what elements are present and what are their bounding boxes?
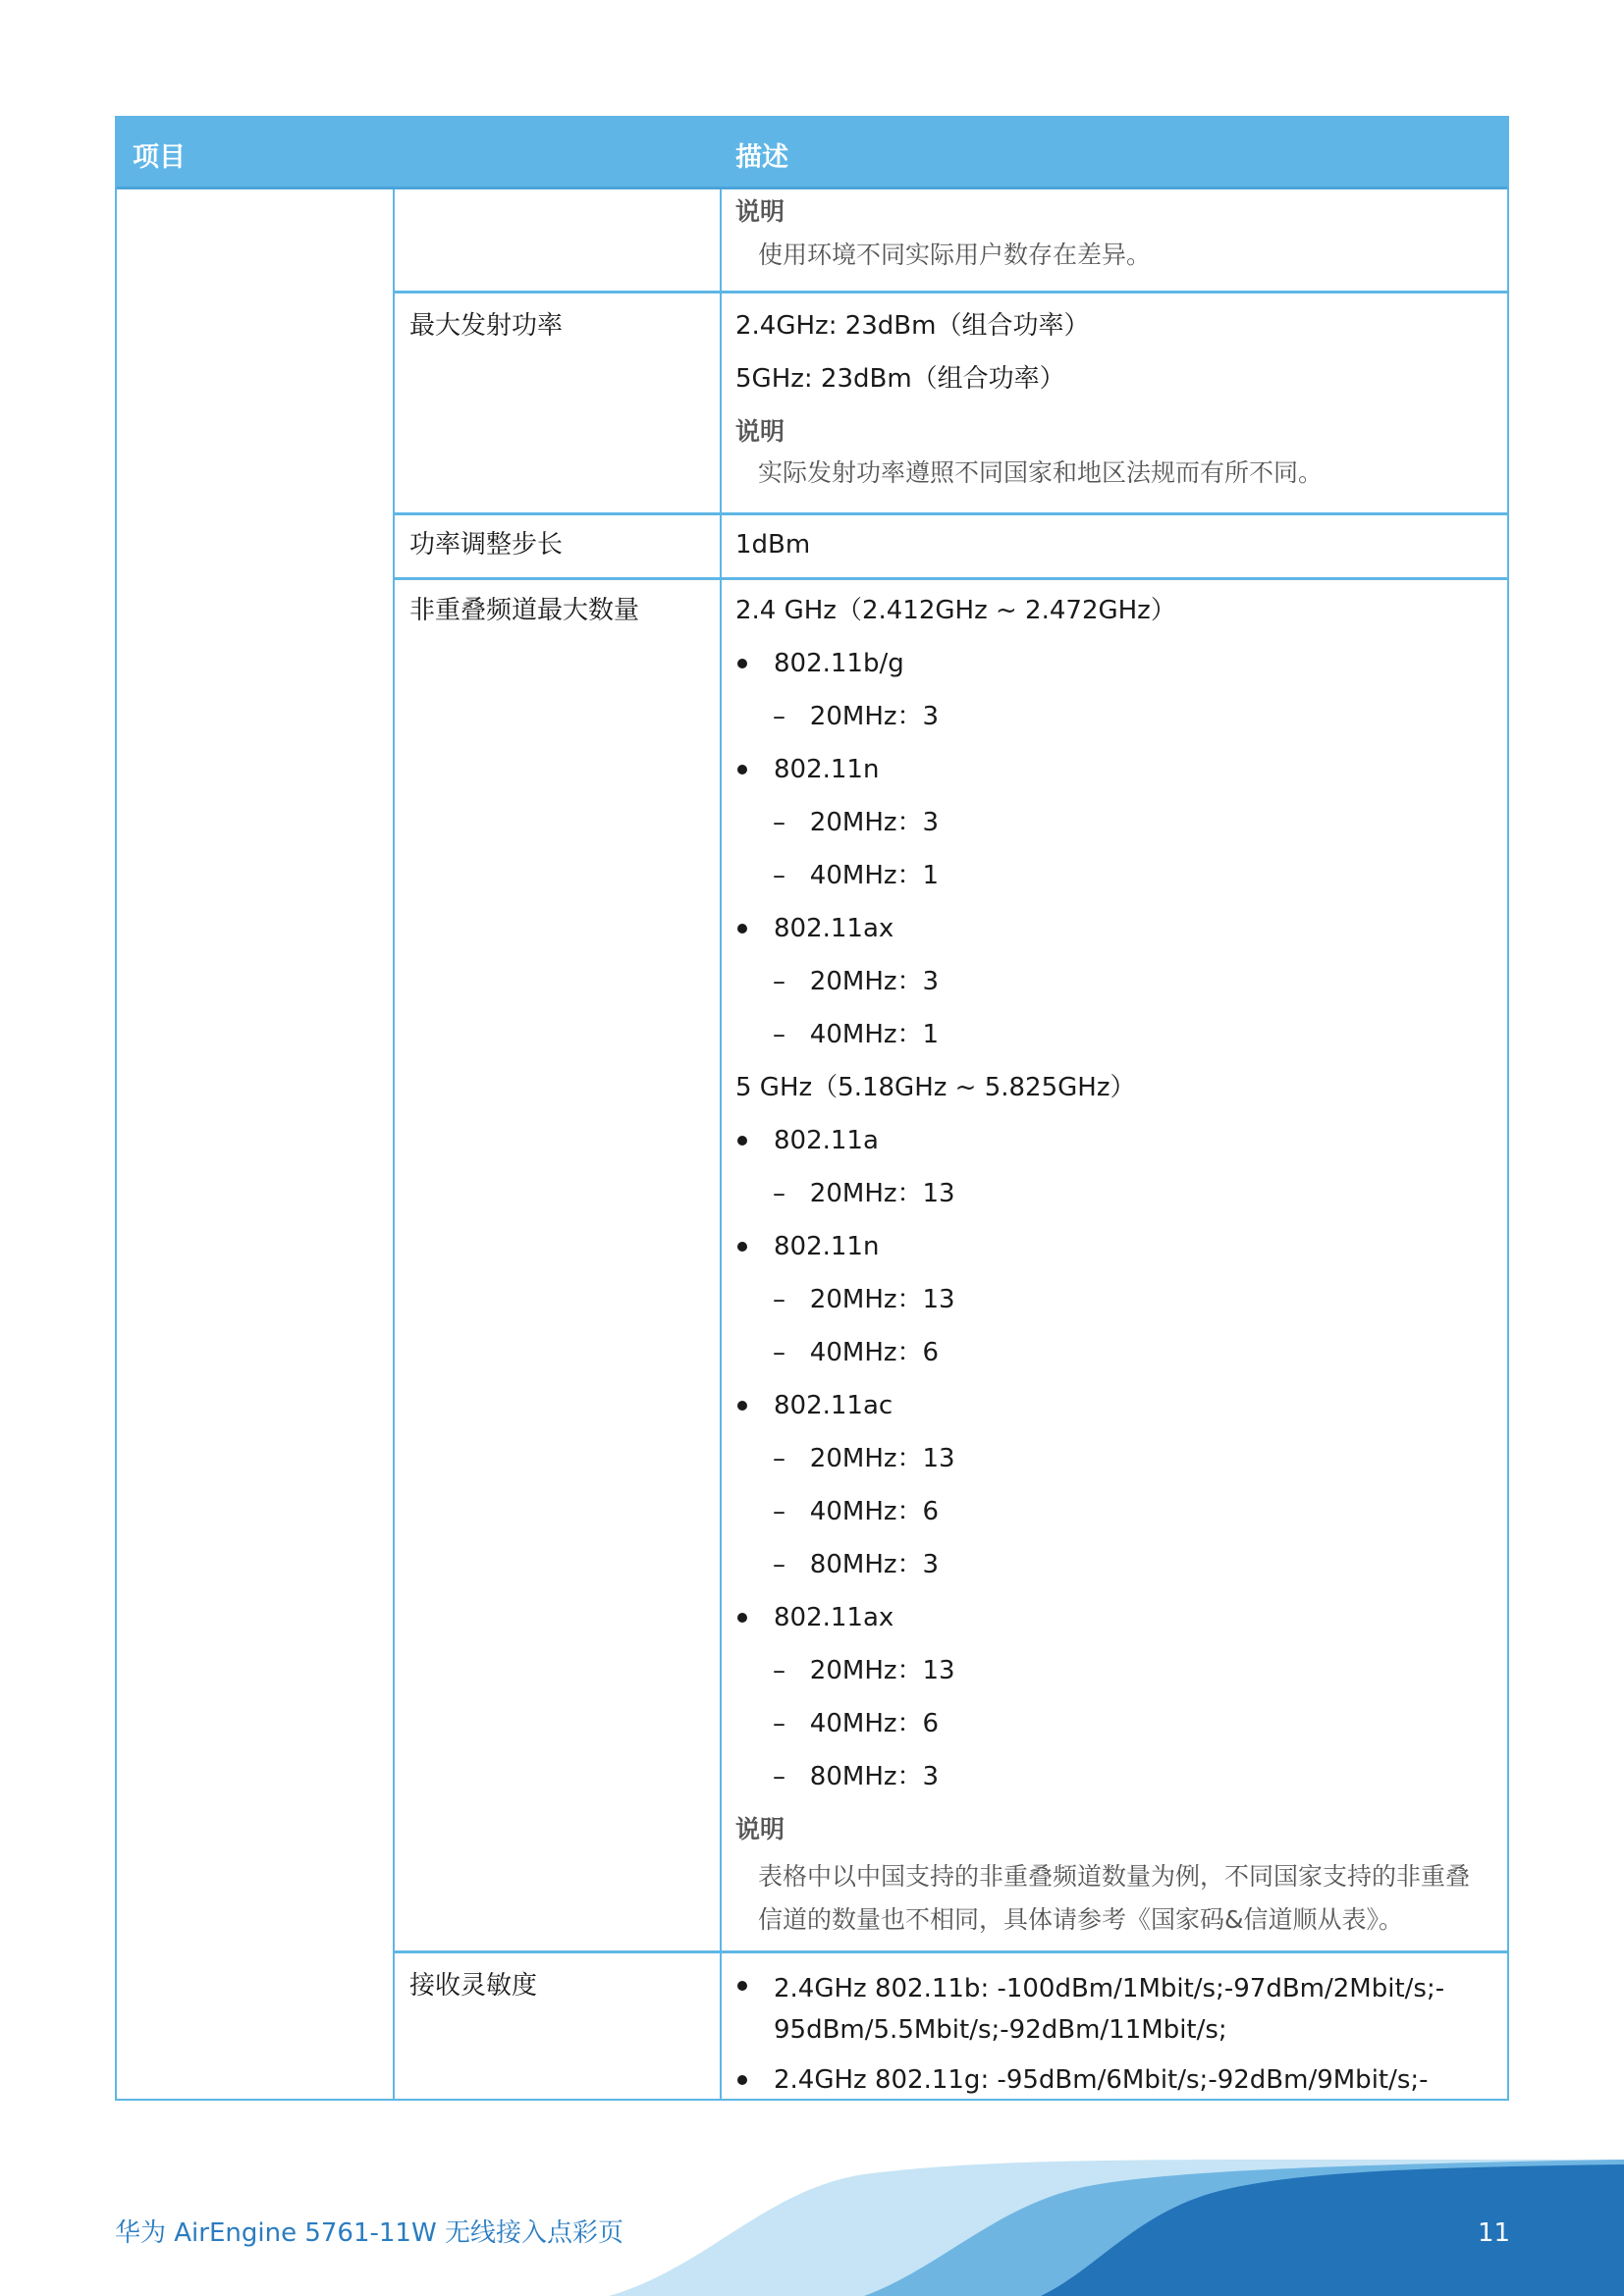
sub-list-item: – 40MHz：6 [773, 1497, 940, 1526]
sub-list-item: – 40MHz：6 [773, 1709, 940, 1738]
item-max-tx-power: 最大发射功率 [409, 311, 564, 341]
note-text: 使用环境不同实际用户数存在差异。 [758, 240, 1152, 269]
power-line: 5GHz: 23dBm（组合功率） [735, 364, 1065, 394]
column-divider-1 [393, 189, 395, 2099]
page-number: 11 [1478, 2218, 1511, 2248]
table-header [117, 118, 1507, 189]
note-label: 说明 [735, 1815, 785, 1843]
note-label: 说明 [735, 417, 785, 446]
list-item: 802.11n [774, 755, 880, 784]
footer-title: 华为 AirEngine 5761-11W 无线接入点彩页 [115, 2218, 623, 2248]
item-rx-sensitivity: 接收灵敏度 [409, 1971, 538, 2001]
sub-list-item: – 20MHz：3 [773, 808, 940, 837]
band-5-heading: 5 GHz（5.18GHz ~ 5.825GHz） [735, 1073, 1136, 1102]
note-text: 实际发射功率遵照不同国家和地区法规而有所不同。 [758, 458, 1324, 487]
list-item: 2.4GHz 802.11g: -95dBm/6Mbit/s;-92dBm/9Mbit/s;- [774, 2065, 1429, 2095]
sub-list-item: – 20MHz：13 [773, 1179, 955, 1208]
bullet-dot [737, 1613, 747, 1623]
item-power-step: 功率调整步长 [409, 530, 564, 560]
sub-list-item: – 40MHz：1 [773, 1020, 940, 1049]
bullet-dot [737, 765, 747, 774]
bullet-dot [737, 1242, 747, 1252]
note-text: 表格中以中国支持的非重叠频道数量为例，不同国家支持的非重叠信道的数量也不相同，具体请参考《国家码&信道顺从表》。 [758, 1862, 1471, 1934]
sub-list-item: – 20MHz：13 [773, 1656, 955, 1685]
spec-table [115, 116, 1509, 2101]
sub-list-item: – 40MHz：6 [773, 1338, 940, 1367]
note-label: 说明 [735, 197, 785, 226]
row-divider [395, 512, 1507, 515]
power-step-value: 1dBm [735, 530, 811, 560]
item-max-channels: 非重叠频道最大数量 [409, 596, 640, 625]
sub-list-item: – 20MHz：13 [773, 1285, 955, 1314]
bullet-dot [737, 1401, 747, 1411]
row-divider [395, 577, 1507, 580]
list-item: 802.11a [774, 1126, 879, 1155]
list-item: 2.4GHz 802.11b: -100dBm/1Mbit/s;-97dBm/2Mbit/s;-95dBm/5.5Mbit/s;-92dBm/11Mbit/s; [774, 1974, 1445, 2045]
sub-list-item: – 20MHz：3 [773, 702, 940, 731]
row-divider [395, 291, 1507, 294]
sub-list-item: – 80MHz：3 [773, 1762, 940, 1791]
row-divider [395, 1950, 1507, 1953]
list-item: 802.11ax [774, 1603, 894, 1632]
list-item: 802.11n [774, 1232, 880, 1261]
power-line: 2.4GHz: 23dBm（组合功率） [735, 311, 1090, 341]
list-item: 802.11ax [774, 914, 894, 943]
column-divider-2 [720, 189, 722, 2099]
bullet-dot [737, 924, 747, 934]
band-24-heading: 2.4 GHz（2.412GHz ~ 2.472GHz） [735, 596, 1176, 625]
sub-list-item: – 40MHz：1 [773, 861, 940, 890]
sub-list-item: – 20MHz：13 [773, 1444, 955, 1473]
sub-list-item: – 20MHz：3 [773, 967, 940, 996]
list-item: 802.11b/g [774, 649, 904, 678]
bullet-dot [737, 659, 747, 668]
bullet-dot [737, 1136, 747, 1146]
list-item: 802.11ac [774, 1391, 893, 1420]
sub-list-item: – 80MHz：3 [773, 1550, 940, 1579]
bullet-dot [737, 2075, 747, 2085]
header-description: 描述 [735, 142, 788, 173]
bullet-dot [737, 1981, 747, 1991]
header-item: 项目 [133, 142, 186, 173]
